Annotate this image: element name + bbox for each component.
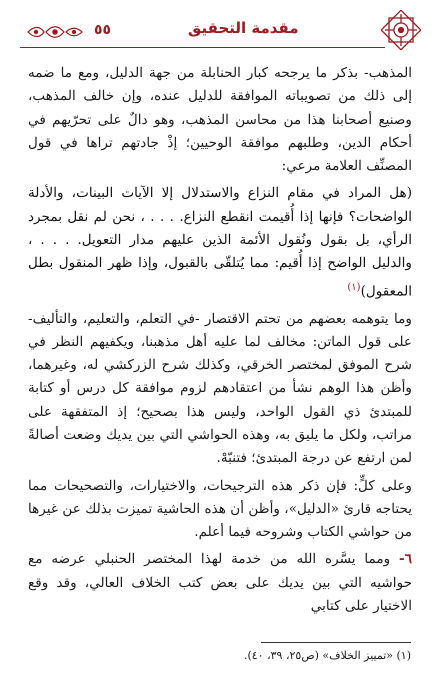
quote-text: (هل المراد في مقام النزاع والاستدلال إلا الآيات البينات، والأدلة الواضحات؟ فإنها إذا أُقيمت انقطع النزاع. . . . ، نحن لم نقل بمجرد الرأي، بل بقول ونُقول الأئمة الذين عليهم مدار التعويل. . . . ، والدليل الواضح إذا أُقيم: مما يُتلقّى بالقبول، وإذا ظهر المنقول بطل المعقول): [28, 185, 412, 300]
section-number: ٦-: [399, 551, 412, 568]
quote-paragraph: [28, 182, 412, 303]
footnote: (١) «تمييز الخلاف» (ص٢٥، ٣٩، ٤٠).: [243, 649, 411, 662]
body-text: [28, 62, 412, 618]
rosette-ornament-icon: [381, 10, 421, 50]
paragraph: وما يتوهمه بعضهم من تحتم الاقتصار -في التعلم، والتعليم، والتأليف- على قول الماتن: مخالف لما عليه أهل مذهبنا، ويكفيهم النظر في شرح الموفق لمختصر الخرقي، وكذلك شرح الزركشي له، وغيرهما، وأظن هذا الوهم نشأ من اعتقادهم لزوم موافقة كل درس أو كتابة للمبتدئ ذي القول الواحد، وليس هذا بصحيح؛ إذ المتفقهة على مراتب، ولكل ما يليق به، وهذه الحواشي التي بين يديك وضعت أصالةً لمن ارتفع عن درجة المبتدئ؛ فتنبّهْ.: [28, 310, 412, 467]
floral-ornament-icon: [26, 24, 84, 40]
header-rule: [20, 47, 385, 48]
page-header: [18, 10, 423, 50]
footnote-reference[interactable]: (١): [347, 281, 361, 293]
running-title: مقدمة التحقيق: [188, 19, 299, 37]
page-number: ٥٥: [94, 22, 112, 38]
footnote-rule: [261, 642, 411, 643]
numbered-paragraph: [28, 548, 412, 618]
paragraph: المذهب- بذكر ما يرجحه كبار الحنابلة من جهة الدليل، ومع ما ضمه إلى ذلك من تصويباته الموافقة للدليل عنده، وإن خالف المذهب، وصنيع أصحابنا هذا من محاسن المذهب، وهو دالٌ على تحرّيهم في أحكام الدين، وطلبهم موافقة الوحيين؛ إذْ جادتهم تراها في قول المصنِّف العلامة مرعي:: [28, 65, 412, 175]
paragraph-text: ومما يسَّره الله من خدمة لهذا المختصر الحنبلي عرضه مع حواشيه التي بين يديك على بعض كتب الخلاف العالي، وقد وقع الاختيار على كتابي: [28, 551, 412, 615]
paragraph: وعلى كلٍّ: فإن ذكر هذه الترجيحات، والاختيارات، والتصحيحات مما يحتاجه قارئ «الدليل»، وأظن أن هذه الحاشية تميزت بذلك عن غيرها من حواشي الكتاب وشروحه فيما أعلم.: [28, 477, 412, 541]
